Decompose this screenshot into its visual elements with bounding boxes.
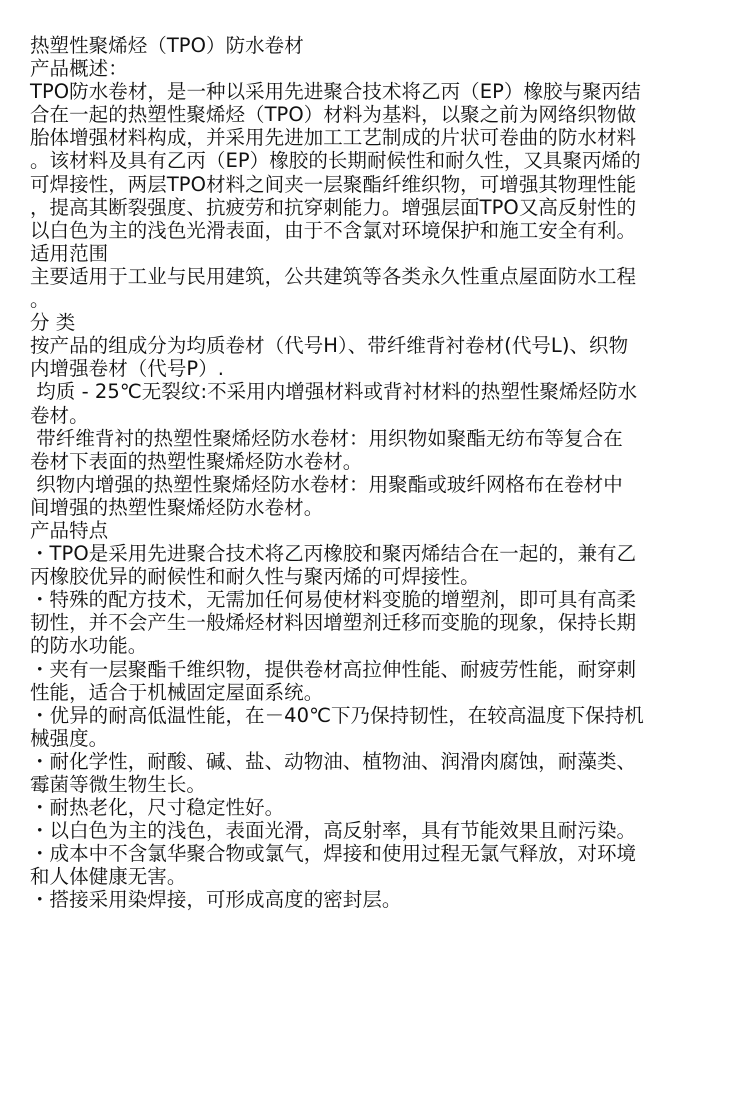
feature-item-line: 霉菌等微生物生长。 xyxy=(30,773,206,796)
feature-item-line: 和人体健康无害。 xyxy=(30,865,187,889)
feature-item-line: ・特殊的配方技术，无需加任何易使材料变脆的增塑剂，即可具有高柔 xyxy=(30,588,637,612)
overview-paragraph-line: ，提高其断裂强度、抗疲劳和抗穿刺能力。增强层面TPO又高反射性的 xyxy=(30,195,637,219)
feature-item-line: 韧性，并不会产生一般烯烃材料因增塑剂迁移而变脆的现象，保持长期 xyxy=(30,611,637,635)
section-heading-features: 产品特点 xyxy=(30,518,109,542)
classification-item-line: 间增强的热塑性聚烯烃防水卷材。 xyxy=(30,495,324,519)
scope-paragraph-line: 主要适用于工业与民用建筑，公共建筑等各类永久性重点屋面防水工程 xyxy=(30,264,637,288)
classification-paragraph-line: 按产品的组成分为均质卷材（代号H）、带纤维背衬卷材(代号L)、织物 xyxy=(30,334,629,358)
feature-item-line: 丙橡胶优异的耐候性和耐久性与聚丙烯的可焊接性。 xyxy=(30,565,480,589)
section-heading-overview: 产品概述： xyxy=(30,57,128,81)
overview-paragraph-line: TPO防水卷材，是一种以采用先进聚合技术将乙丙（EP）橡胶与聚丙结 xyxy=(30,80,641,104)
document-title: 热塑性聚烯烃（TPO）防水卷材 xyxy=(30,34,304,57)
classification-item-line: 卷材。 xyxy=(30,403,89,427)
classification-item-line: 织物内增强的热塑性聚烯烃防水卷材：用聚酯或玻纤网格布在卷材中 xyxy=(30,472,623,496)
feature-item-line: ・优异的耐高低温性能，在－40℃下乃保持韧性，在较高温度下保持机 xyxy=(30,703,644,727)
classification-item-line: 卷材下表面的热塑性聚烯烃防水卷材。 xyxy=(30,449,363,473)
feature-item-line: ・以白色为主的浅色，表面光滑，高反射率，具有节能效果且耐污染。 xyxy=(30,819,637,843)
feature-item-line: ・耐化学性，耐酸、碱、盐、动物油、植物油、润滑肉腐蚀，耐藻类、 xyxy=(30,749,637,773)
overview-paragraph-line: 合在一起的热塑性聚烯烃（TPO）材料为基料，以聚之前为网络织物做 xyxy=(30,103,637,127)
overview-paragraph-line: 胎体增强材料构成，并采用先进加工工艺制成的片状可卷曲的防水材料 xyxy=(30,126,637,150)
feature-item-line: 的防水功能。 xyxy=(30,634,148,658)
feature-item-line: ・耐热老化，尺寸稳定性好。 xyxy=(30,796,285,820)
classification-item-line: 均质 - 25℃无裂纹:不采用内增强材料或背衬材料的热塑性聚烯烃防水 xyxy=(30,380,638,404)
overview-paragraph-line: 以白色为主的浅色光滑表面，由于不含氯对环境保护和施工安全有利。 xyxy=(30,218,637,242)
scope-paragraph-line: 。 xyxy=(30,288,50,312)
feature-item-line: ・成本中不含氯华聚合物或氯气，焊接和使用过程无氯气释放，对环境 xyxy=(30,842,637,866)
feature-item-line: ・搭接采用染焊接，可形成高度的密封层。 xyxy=(30,888,402,912)
overview-paragraph-line: 可焊接性，两层TPO材料之间夹一层聚酯纤维织物，可增强其物理性能 xyxy=(30,172,637,196)
section-heading-scope: 适用范围 xyxy=(30,241,109,265)
feature-item-line: ・夹有一层聚酯千维织物，提供卷材高拉伸性能、耐疲劳性能，耐穿刺 xyxy=(30,657,637,681)
section-heading-classification: 分 类 xyxy=(30,311,76,335)
feature-item-line: 性能，适合于机械固定屋面系统。 xyxy=(30,680,324,704)
feature-item-line: ・TPO是采用先进聚合技术将乙丙橡胶和聚丙烯结合在一起的，兼有乙 xyxy=(30,542,637,566)
classification-paragraph-line: 内增强卷材（代号P）. xyxy=(30,357,225,381)
overview-paragraph-line: 。该材料及具有乙丙（EP）橡胶的长期耐候性和耐久性，又具聚丙烯的 xyxy=(30,149,641,173)
feature-item-line: 械强度。 xyxy=(30,726,109,750)
classification-item-line: 带纤维背衬的热塑性聚烯烃防水卷材：用织物如聚酯无纺布等复合在 xyxy=(30,426,623,450)
